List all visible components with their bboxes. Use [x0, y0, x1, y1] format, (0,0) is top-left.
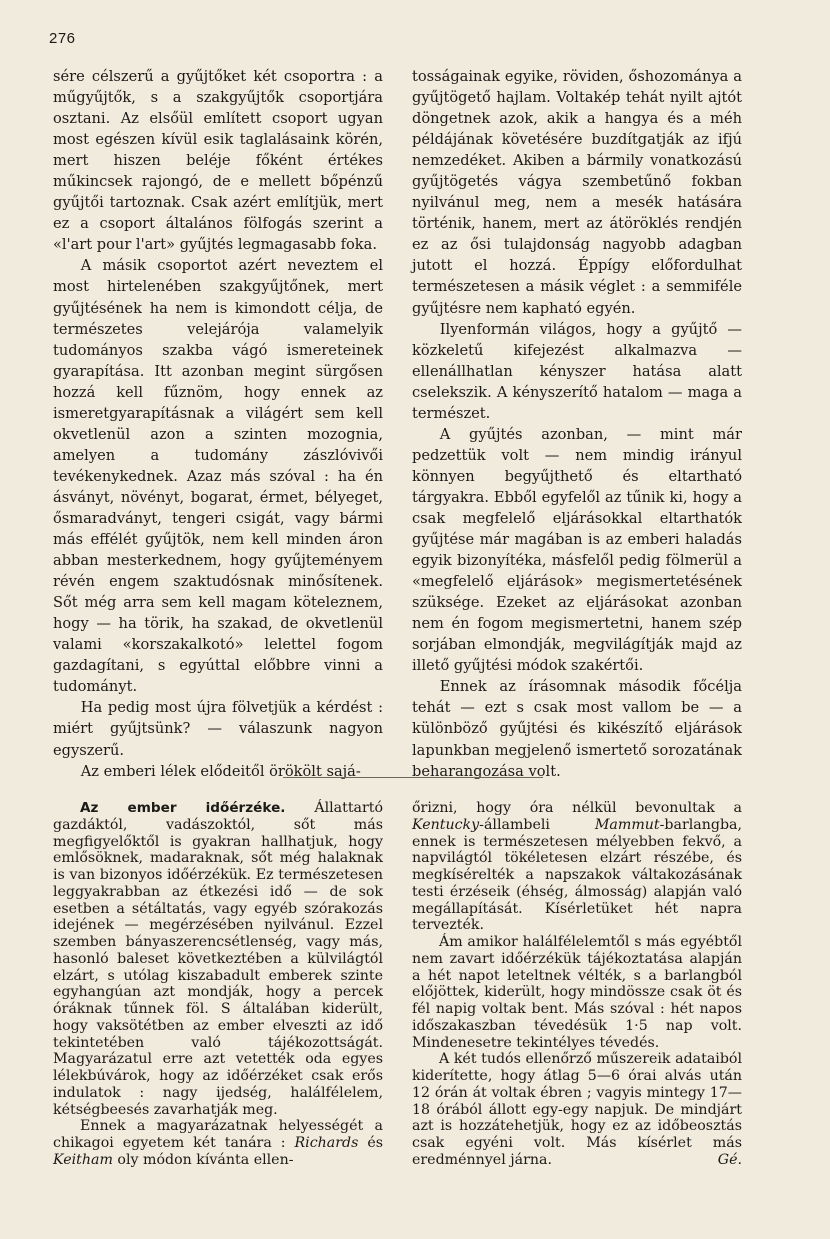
- article-column-left: [53, 66, 383, 780]
- paragraph: Ilyenformán világos, hogy a gyűjtő — közkeletű kifejezést alkalmazva — ellenállhatlan kényszer hatása alatt cselekszik. A kényszerítő hatalom — maga a természet.: [412, 320, 742, 422]
- paragraph: A másik csoportot azért neveztem el most hirtelenében szakgyűjtőnek, mert gyűjtésének ha nem is kimondott célja, de természetes velejárója valamelyik tudományos szakba vágó ismereteinek gyarapítása. Itt azonban megint sürgősen hozzá kell fűznöm, hogy ennek az ismeretgyarapításnak a világért sem kell okvetlenül azon a szinten mozognia, amelyen a tudomány zászlóvivői tevékenykednek. Azaz más szóval : ha én ásványt, növényt, bogarat, érmet, bélyeget, ősmaradványt, tengeri csigát, vagy bármi más effélét gyűjtök, nem kell minden áron abban mesterkednem, hogy gyűjteményem révén engem szaktudósnak minősítenek. Sőt még arra sem kell magam köteleznem, hogy — ha törik, ha szakad, de okvetlenül valami «korszakalkotó» lelettel fogom gazdagítani, s egyúttal előbbre vinni a tudományt.: [53, 257, 383, 696]
- paragraph: [412, 1051, 742, 1168]
- person-name: Richards: [294, 1135, 359, 1151]
- paragraph: Ha pedig most újra fölvetjük a kérdést : miért gyűjtsünk? — válaszunk nagyon egyszerű.: [53, 699, 383, 759]
- note-column-right: [412, 800, 742, 1210]
- paragraph-text: -állambeli: [479, 816, 595, 833]
- paragraph: sére célszerű a gyűjtőket két csoportra : a műgyűjtők, s a szakgyűjtők csoportjára osztani. Az elsőül említett csoport ugyan most egészen kívül esik taglalásaink körén, mert hiszen beléje főként értékes műkincsek rajongó, de e mellett bőpénzű gyűjtői tartoznak. Csak azért említjük, mert ez a csoport általános fölfogás szerint a «l'art pour l'art» gyűjtés legmagasabb foka.: [53, 68, 383, 254]
- paragraph-text: A két tudós ellenőrző műszereik adataiból kiderítette, hogy átlag 5—6 órai alvás után 12 órán át voltak ébren ; vagyis mintegy 17—18 órából állott egy-egy napjuk. De mindjárt azt is hozzátehetjük, hogy ez az időbeosztás csak egyéni volt. Más kísérlet más eredménnyel járna.: [412, 1051, 742, 1168]
- paragraph-text: Állattartó gazdáktól, vadászoktól, sőt más megfigyelőktől is gyakran hallhatjuk, hogy emlősöknek, madaraknak, sőt még halaknak is van bizonyos időérzékük. Ez természetesen leggyakrabban az étkezési idő — de sok esetben a sétáltatás, vagy egyéb szórakozás idejének — megérzésében nyilvánul. Ezzel szemben bányaszerencsétlenség, vagy más, hasonló baleset következtében a külvilágtól elzárt, s utólag kiszabadult emberek szinte egyhangúan azt mondják, hogy a percek óráknak tűnnek föl. S általában kiderült, hogy vaksötétben az ember elveszti az idő tekintetében való tájékozottságát. Magyarázatul erre azt vetették oda egyes lélekbúvárok, hogy az időérzéket csak erős indulatok : nagy ijedség, halálfélelem, kétségbeesés zavarhatják meg.: [53, 800, 384, 1118]
- paragraph-text: -barlangba, ennek is természetesen mélyebben fekvő, a napvilágtól tökéletesen elzárt részébe, és megkísérelték a napszakok váltakozásának testi érzéseik (éhség, álmosság) alapján való megállapítását. Kísérletüket hét napra tervezték.: [412, 816, 742, 934]
- place-name: Kentucky: [412, 816, 480, 833]
- section-divider: [283, 777, 543, 778]
- author-signature: Gé.: [717, 1151, 742, 1168]
- paragraph-text: és: [358, 1135, 384, 1151]
- paragraph: [53, 1118, 383, 1168]
- paragraph: Ennek az írásomnak második főcélja tehát — ezt s csak most vallom be — a különböző gyűjtési és kikészítő eljárások lapunkban megjelenő ismertető sorozatának beharangozása volt.: [412, 678, 742, 780]
- note-column-left: [53, 800, 383, 1210]
- note-headline: Az ember időérzéke.: [79, 800, 286, 816]
- paragraph: A gyűjtés azonban, — mint már pedzettük volt — nem mindig irányul könnyen begyűjthető és eltartható tárgyakra. Ebből egyfelől az tűnik ki, hogy a csak megfelelő eljárásokkal eltarthatók gyűjtése már magában is az emberi haladás egyik bizonyítéka, másfelől pedig fölmerül a «megfelelő eljárások» megismertetésének szüksége. Ezeket az eljárásokat azonban nem én fogom megismertetni, hanem szép sorjában elmondják, megvilágítják majd az illető gyűjtési módok szakértői.: [412, 425, 742, 675]
- page-number: 276: [49, 30, 76, 47]
- paragraph: Az emberi lélek elődeitől örökölt sajá-: [80, 762, 361, 780]
- paragraph: [412, 800, 742, 934]
- paragraph: tosságainak egyike, röviden, őshozománya a gyűjtögető hajlam. Voltakép tehát nyilt ajtót döngetnek azok, akik a hangya és a méh példájának követésére buzdítgatják az ifjú nemzedéket. Akiben a bármily vonatkozású gyűjtögetés vágya szembetűnő fokban nyilvánul meg, nem a mesék hatására történik, hanem, mert az átöröklés rendjén ez az ősi tulajdonság nagyobb adagban jutott el hozzá. Éppígy előfordulhat természetesen a másik véglet : a semmiféle gyűjtésre nem kapható egyén.: [412, 68, 742, 317]
- paragraph-text: Ennek a magyarázatnak helyességét a chikagoi egyetem két tanára :: [53, 1118, 383, 1151]
- paragraph: Ám amikor halálfélelemtől s más egyébtől nem zavart időérzékük tájékoztatása alapján a hét napot leteltnek vélték, s a barlangból előjöttek, kiderült, hogy mindössze csak öt és fél napig voltak bent. Más szóval : hét napos időszakaszban tévedésük 1·5 nap volt. Mindenesetre tekintélyes tévedés.: [412, 934, 742, 1051]
- paragraph: [53, 800, 383, 1118]
- person-name: Keitham: [53, 1151, 113, 1168]
- place-name: Mammut: [594, 816, 660, 833]
- article-column-right: [412, 66, 742, 780]
- paragraph-text: oly módon kívánta ellen-: [112, 1151, 294, 1168]
- paragraph-text: őrizni, hogy óra nélkül bevonultak a: [412, 800, 742, 816]
